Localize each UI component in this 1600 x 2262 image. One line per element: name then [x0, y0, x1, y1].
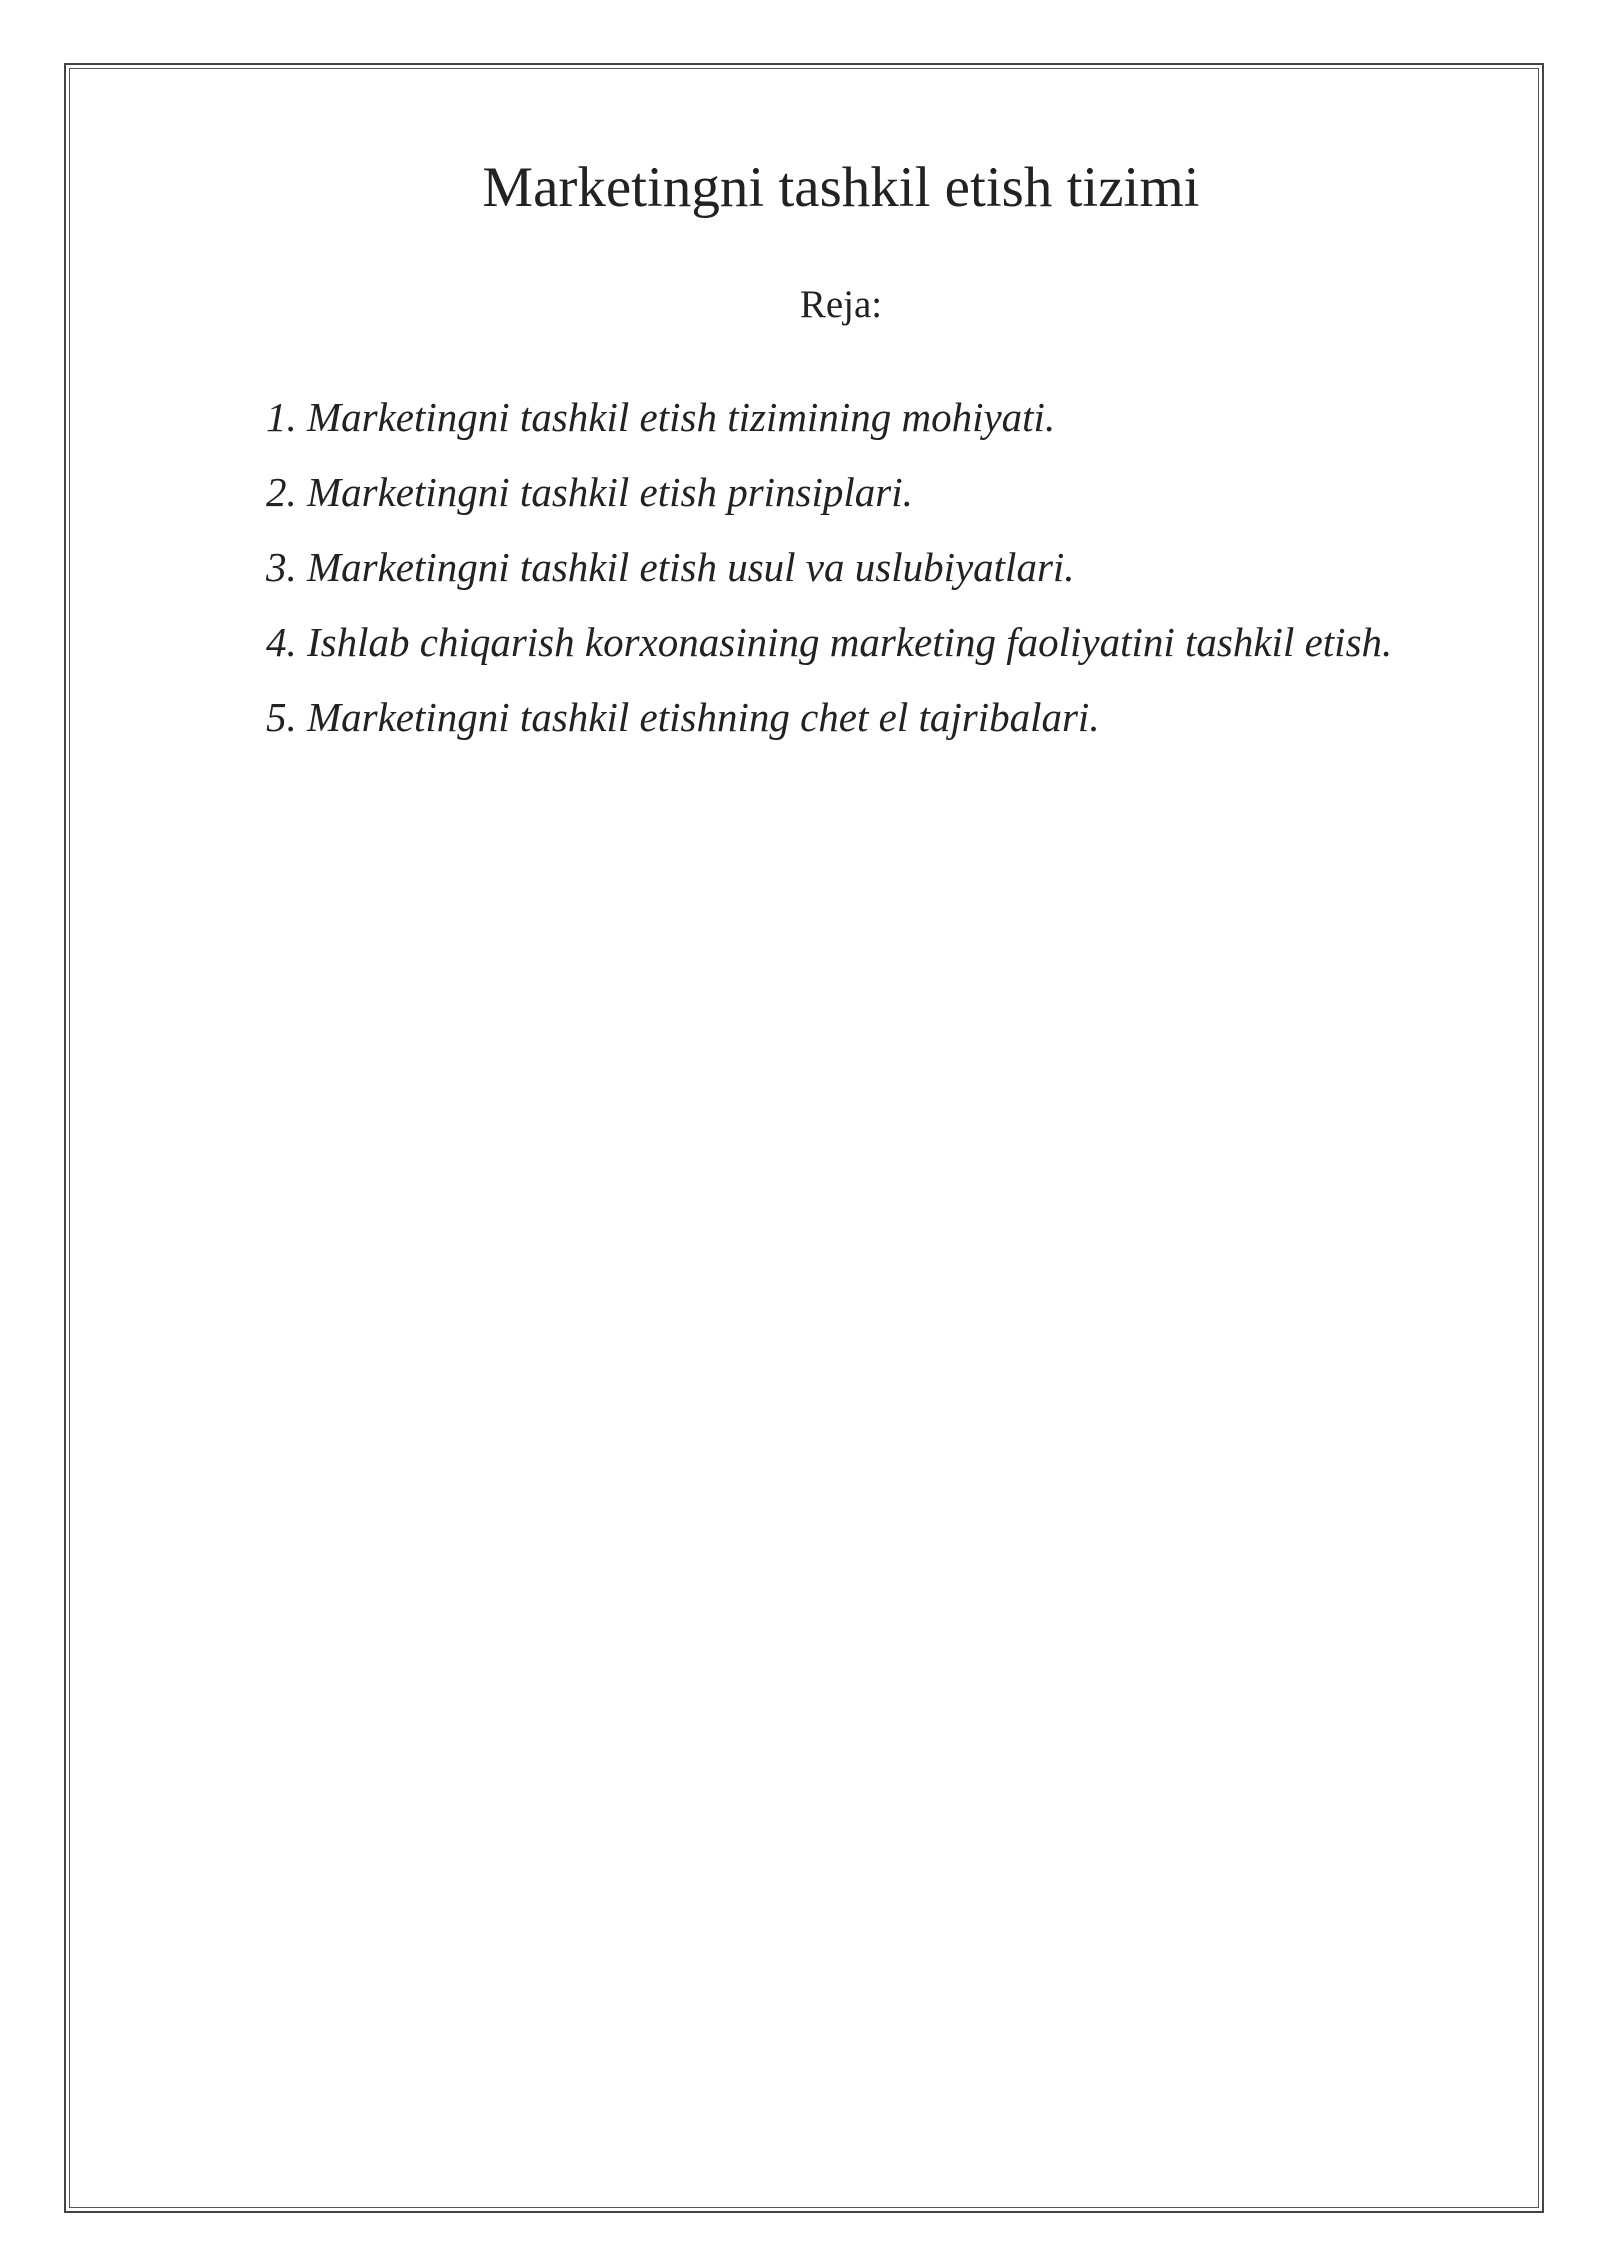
plan-item-4: 4. Ishlab chiqarish korxonasining marketing faoliyatini tashkil etish.: [266, 619, 1393, 665]
plan-heading: Reja:: [799, 283, 883, 326]
plan-item-1: 1. Marketingni tashkil etish tizimining mohiyati.: [266, 394, 1056, 440]
plan-item-2: 2. Marketingni tashkil etish prinsiplari.: [266, 469, 913, 515]
plan-list: [266, 380, 1392, 755]
plan-item-3: 3. Marketingni tashkil etish usul va uslubiyatlari.: [266, 544, 1075, 590]
document-title: Marketingni tashkil etish tizimi: [482, 156, 1200, 219]
plan-item-5: 5. Marketingni tashkil etishning chet el tajribalari.: [266, 694, 1100, 740]
